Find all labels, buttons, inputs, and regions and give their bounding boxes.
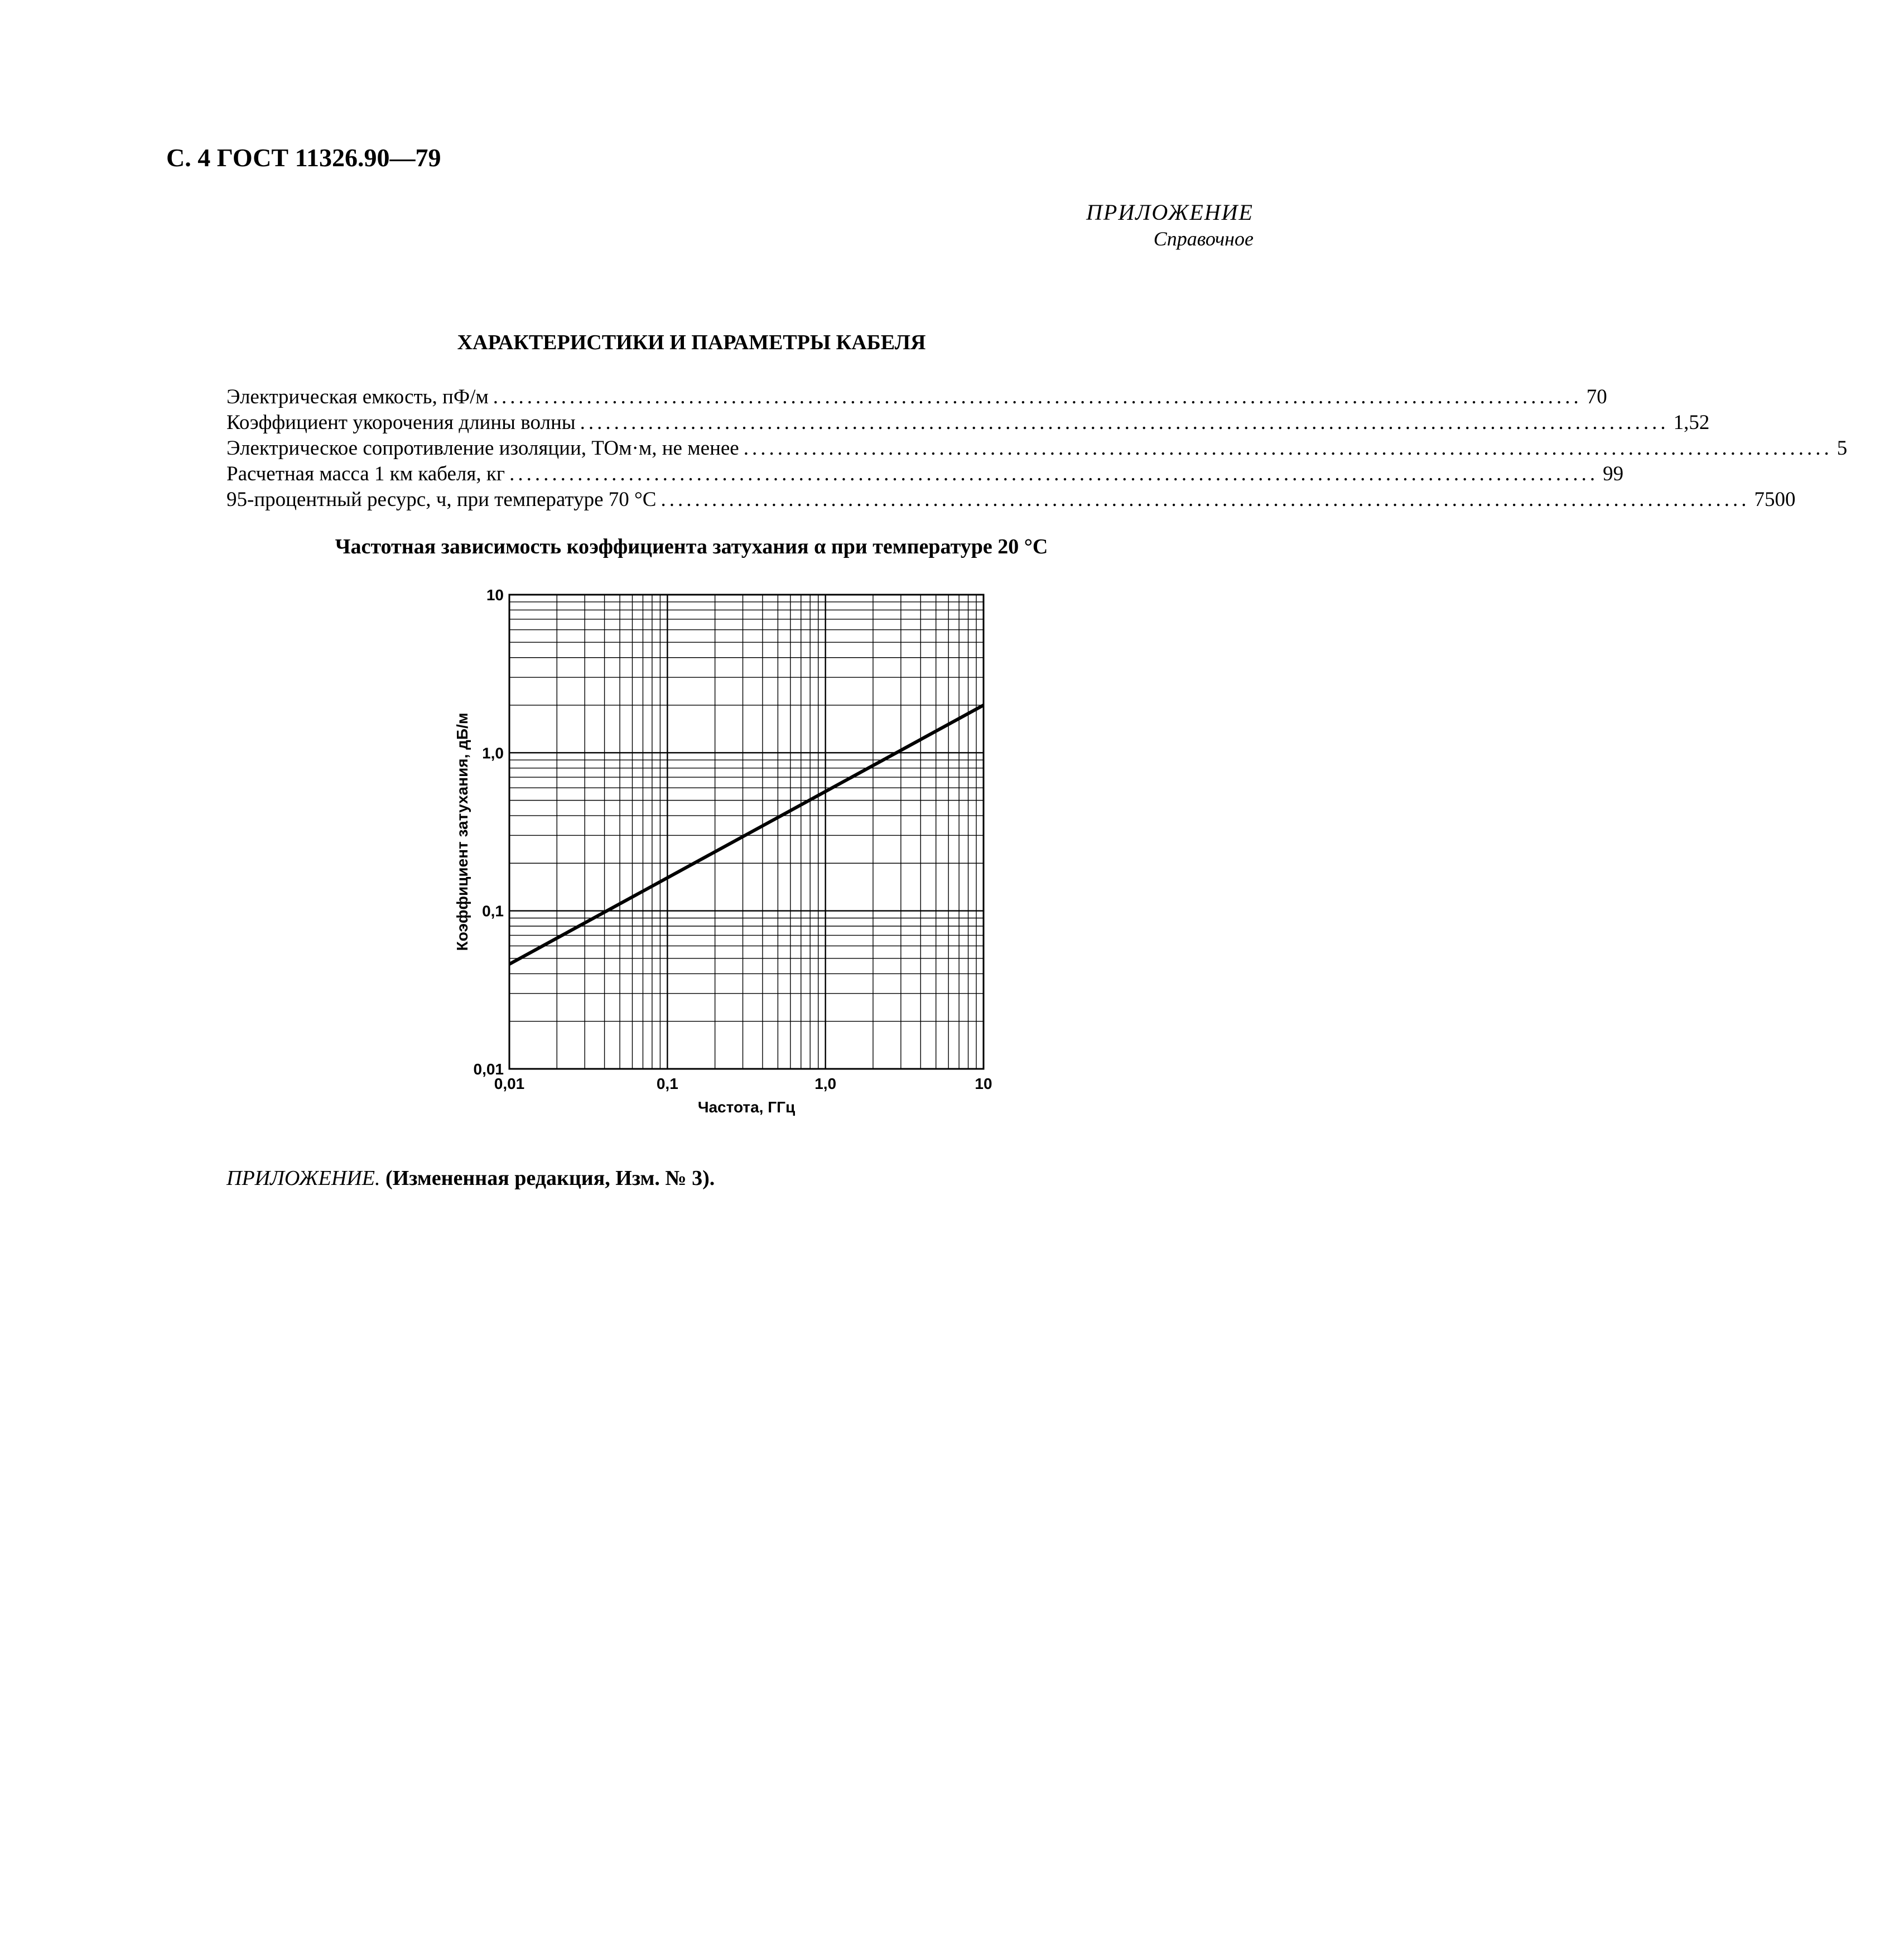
parameter-row bbox=[226, 436, 1848, 462]
attenuation-chart bbox=[435, 580, 1038, 1127]
appendix-subtitle: Справочное bbox=[1153, 228, 1254, 250]
parameter-value: 99 bbox=[1603, 462, 1624, 485]
x-tick-label: 10 bbox=[975, 1075, 992, 1092]
y-tick-label: 0,1 bbox=[482, 902, 504, 920]
parameter-row bbox=[226, 411, 1710, 436]
chart-axes bbox=[509, 595, 984, 1069]
appendix-block bbox=[1086, 199, 1254, 252]
parameter-value: 1,52 bbox=[1673, 411, 1710, 434]
parameter-label: Расчетная масса 1 км кабеля, кг bbox=[226, 462, 505, 485]
parameter-row bbox=[226, 462, 1624, 488]
plot-frame bbox=[509, 595, 984, 1069]
parameter-value: 7500 bbox=[1754, 488, 1796, 511]
footer-italic-text: ПРИЛОЖЕНИЕ. bbox=[226, 1167, 380, 1190]
x-axis-title: Частота, ГГц bbox=[697, 1098, 796, 1116]
footer-bold-text: (Измененная редакция, Изм. № 3). bbox=[385, 1167, 715, 1190]
chart-grid bbox=[509, 595, 984, 1069]
appendix-title: ПРИЛОЖЕНИЕ bbox=[1086, 200, 1254, 225]
page-header: С. 4 ГОСТ 11326.90—79 bbox=[166, 143, 441, 172]
chart-labels bbox=[454, 586, 992, 1116]
parameter-value: 70 bbox=[1586, 385, 1607, 408]
parameters-list bbox=[226, 385, 1848, 513]
chart-title: Частотная зависимость коэффициента затухания α при температуре 20 °С bbox=[335, 535, 1048, 558]
dot-leader: ................................................................................................................................ bbox=[509, 462, 1599, 485]
chart-series bbox=[509, 705, 984, 964]
parameter-row bbox=[226, 488, 1796, 513]
y-axis-title: Коэффициент затухания, дБ/м bbox=[454, 712, 471, 951]
parameter-label: Коэффициент укорочения длины волны bbox=[226, 411, 576, 434]
parameter-label: Электрическое сопротивление изоляции, ТОм·м, не менее bbox=[226, 437, 739, 460]
dot-leader: ................................................................................................................................ bbox=[743, 437, 1833, 460]
y-tick-label: 0,01 bbox=[473, 1061, 504, 1078]
dot-leader: ................................................................................................................................ bbox=[493, 385, 1582, 408]
parameter-label: 95-процентный ресурс, ч, при температуре 70 °С bbox=[226, 488, 657, 511]
parameter-label: Электрическая емкость, пФ/м bbox=[226, 385, 489, 408]
x-tick-label: 0,1 bbox=[656, 1075, 678, 1092]
x-tick-label: 1,0 bbox=[814, 1075, 837, 1092]
footer-note bbox=[226, 1166, 715, 1190]
parameter-row bbox=[226, 385, 1607, 411]
x-tick-label: 0,01 bbox=[494, 1075, 525, 1092]
attenuation-curve bbox=[509, 705, 984, 964]
y-tick-label: 10 bbox=[486, 586, 504, 604]
dot-leader: ................................................................................................................................ bbox=[661, 488, 1750, 511]
y-tick-label: 1,0 bbox=[482, 744, 504, 762]
dot-leader: ................................................................................................................................ bbox=[580, 411, 1669, 434]
section-title: ХАРАКТЕРИСТИКИ И ПАРАМЕТРЫ КАБЕЛЯ bbox=[457, 331, 926, 354]
parameter-value: 5 bbox=[1836, 437, 1848, 460]
